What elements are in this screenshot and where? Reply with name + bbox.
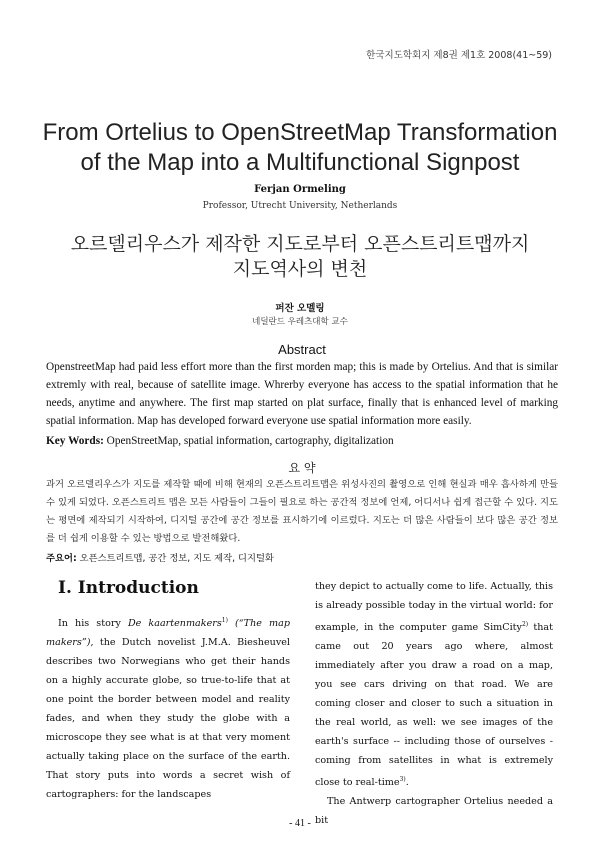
korean-title-line-1: 오르델리우스가 제작한 지도로부터 오픈스트리트맵까지 xyxy=(70,233,530,255)
text: that came out 20 years ago where, almost immediately after you draw a road on a map, you see cars driving on that road. We are coming closer and closer to such a situation in the real world, as well: we see images of the earth's surface -- including those of ourselves - coming from satellites in what is extremely close to real-time xyxy=(315,622,553,789)
text: , the Dutch novelist J.M.A. Biesheuvel describes two Norwegians who get their hands on a highly accurate globe, so true-to-life that at one point the border between model and reality fades, and when they study the globe with a microscope they see what is at that very moment actually taking place on the surface of the earth. That story puts into words a secret wish of cartographers: for the landscapes xyxy=(46,637,290,801)
footnote-ref: 2) xyxy=(521,621,529,628)
korean-abstract-heading: 요 약 xyxy=(288,461,316,475)
korean-keywords xyxy=(46,550,558,568)
book-title-translation: (“The map makers”) xyxy=(46,618,290,649)
introduction-heading: I. Introduction xyxy=(58,578,199,598)
korean-keywords-list: 오픈스트리트맵, 공간 정보, 지도 제작, 디지털화 xyxy=(76,553,274,564)
intro-paragraph-1 xyxy=(46,611,290,804)
abstract-text: OpenstreetMap had paid less effort more than the first morden map; this is made by Ortelius. And that is similar extremly with real, because of satellite image. Whrerby everyone has access to the spatial information that he needs, anytime and anywhere. The first map started on plat surface, finally that is enhanced level of marking spatial information. Map has developed forward everyone use spatial information more easily. xyxy=(46,361,558,427)
keywords-list: OpenStreetMap, spatial information, cartography, digitalization xyxy=(103,435,394,447)
author-affiliation: Professor, Utrecht University, Netherlands xyxy=(202,201,398,211)
abstracts-section xyxy=(46,342,558,568)
text: they depict to actually come to life. Actually, this is already possible today in the virtual world: for example, in the computer game SimCity xyxy=(315,581,553,634)
korean-title-line-2: 지도역사의 변천 xyxy=(232,258,368,280)
title-line-2: of the Map into a Multifunctional Signpost xyxy=(80,149,520,176)
right-column xyxy=(315,577,553,830)
author-name: Ferjan Ormeling xyxy=(254,184,346,195)
korean-author-affiliation: 네덜란드 우레츠대학 교수 xyxy=(252,317,348,327)
keywords xyxy=(46,432,558,450)
journal-reference: 한국지도학회지 제8권 제1호 2008(41~59) xyxy=(366,50,552,61)
page-number: - 41 - xyxy=(289,818,311,829)
intro-paragraph-2: The Antwerp cartographer Ortelius needed a bit xyxy=(315,796,553,827)
text: In his story xyxy=(58,618,128,630)
book-title: De kaartenmakers xyxy=(127,618,222,630)
korean-author-name: 퍼잔 오멜링 xyxy=(275,303,325,314)
korean-keywords-label: 주요어: xyxy=(46,553,77,564)
korean-abstract-text: 과거 오르델리우스가 지도를 제작할 때에 비해 현재의 오픈스트리트맵은 위성사진의 촬영으로 인해 현실과 매우 흡사하게 만들 수 있게 되었다. 오픈스트리트 맵은 모든 사람들이 그들이 필요로 하는 공간적 정보에 언제, 어디서나 쉽게 접근할 수 있다. 지도는 평면에 제작되기 시작하여, 디지털 공간에 공간 정보를 표시하기에 이르렀다. 지도는 더 많은 사람들이 보다 많은 공간 정보를 더 쉽게 이용할 수 있는 방법으로 발전해왔다. xyxy=(46,479,558,544)
footnote-ref: 3) xyxy=(399,776,406,784)
left-column xyxy=(46,611,290,804)
text: . xyxy=(405,777,409,789)
keywords-label: Key Words: xyxy=(46,435,104,447)
title-line-1: From Ortelius to OpenStreetMap Transformation xyxy=(42,119,558,146)
footnote-ref: 1) xyxy=(221,617,228,624)
abstract-heading: Abstract xyxy=(278,342,326,357)
intro-paragraph-1-continued xyxy=(315,577,553,792)
